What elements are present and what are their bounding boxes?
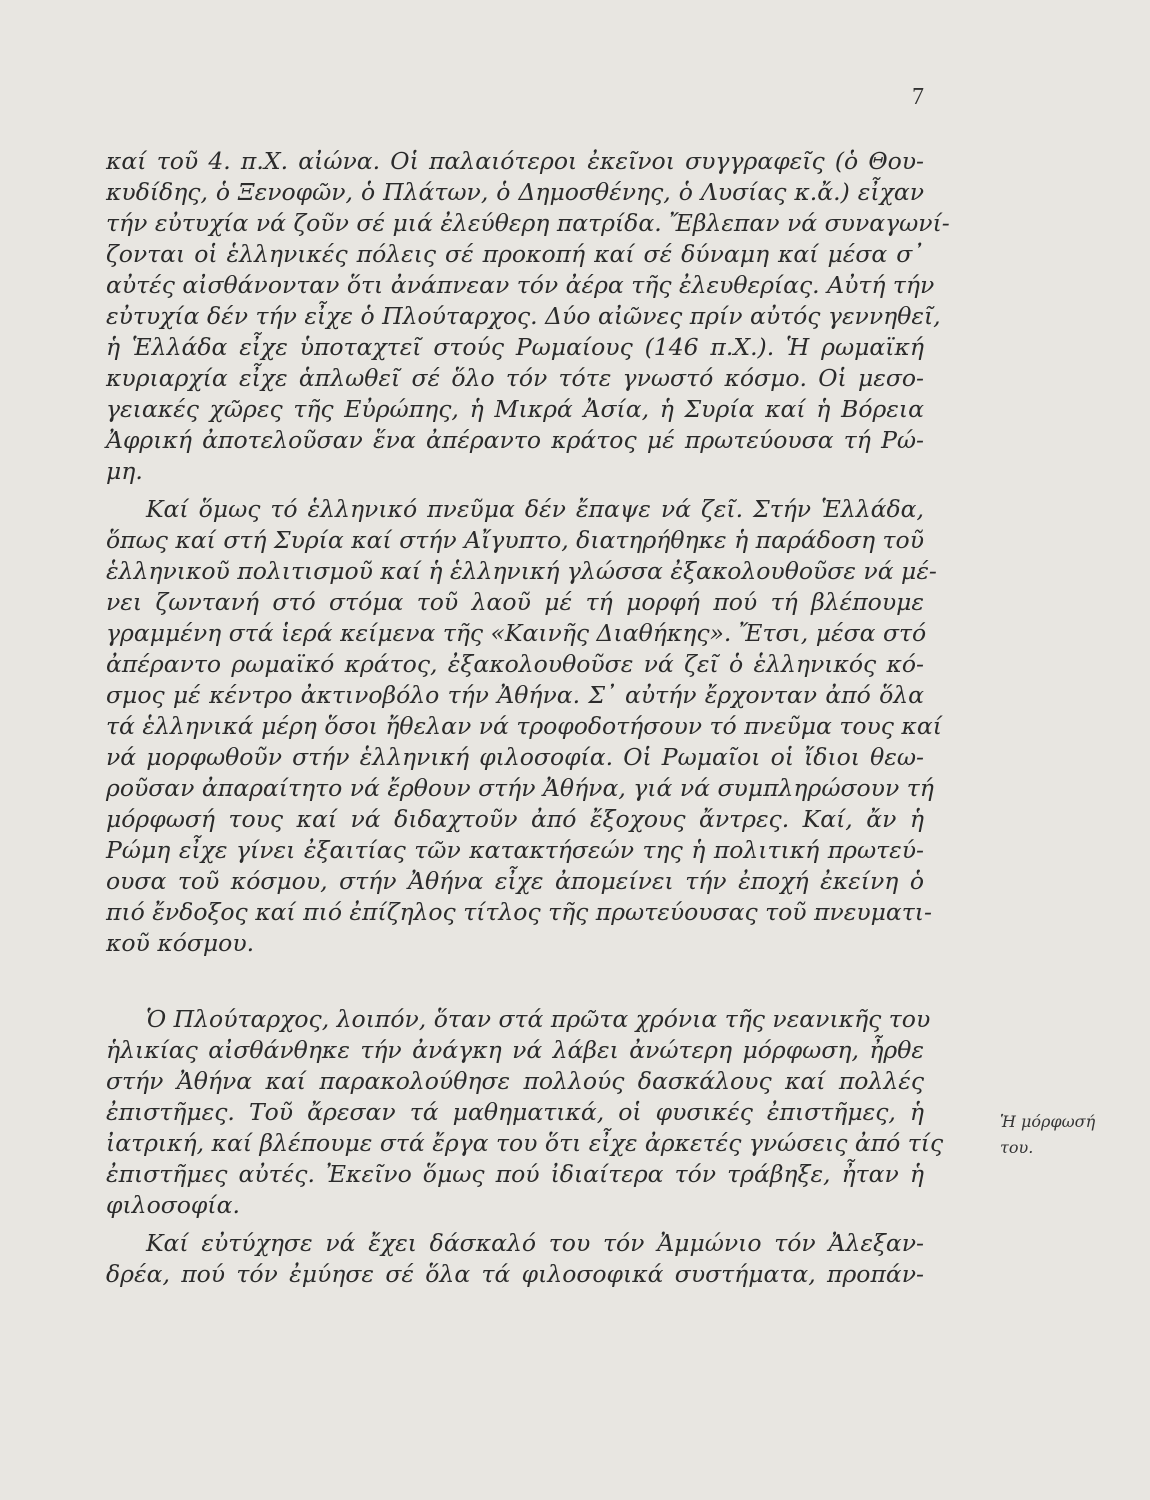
text-line: Καί εὐτύχησε νά ἔχει δάσκαλό του τόν Ἀμμώνιο τόν Ἀλεξαν- (146, 1229, 924, 1257)
text-line: νει ζωντανή στό στόμα τοῦ λαοῦ μέ τή μορφή πού τή βλέπουμε (106, 588, 924, 616)
text-line: Ρώμη εἶχε γίνει ἐξαιτίας τῶν κατακτήσεών της ἡ πολιτική πρωτεύ- (106, 836, 924, 864)
text-line: Καί ὅμως τό ἑλληνικό πνεῦμα δέν ἔπαψε νά ζεῖ. Στήν Ἑλλάδα, (146, 495, 924, 523)
text-line: κοῦ κόσμου. (106, 929, 255, 957)
text-line: στήν Ἀθήνα καί παρακολούθησε πολλούς δασκάλους καί πολλές (106, 1067, 924, 1095)
text-line: ἀπέραντο ρωμαϊκό κράτος, ἐξακολουθοῦσε νά ζεῖ ὁ ἑλληνικός κό- (106, 650, 924, 678)
paragraph-4 (106, 1228, 924, 1290)
paragraph-2 (106, 494, 942, 959)
text-line: ἑλληνικοῦ πολιτισμοῦ καί ἡ ἑλληνική γλώσσα ἐξακολουθοῦσε νά μέ- (106, 557, 937, 585)
text-line: φιλοσοφία. (106, 1191, 240, 1219)
text-line: κυδίδης, ὁ Ξενοφῶν, ὁ Πλάτων, ὁ Δημοσθένης, ὁ Λυσίας κ.ἄ.) εἶχαν (106, 178, 924, 206)
text-line: ροῦσαν ἀπαραίτητο νά ἔρθουν στήν Ἀθήνα, γιά νά συμπληρώσουν τή (106, 774, 934, 802)
main-text (106, 146, 950, 1290)
text-line: εὐτυχία δέν τήν εἶχε ὁ Πλούταρχος. Δύο αἰῶνες πρίν αὐτός γεννηθεῖ, (106, 302, 941, 330)
text-line: κυριαρχία εἶχε ἁπλωθεῖ σέ ὅλο τόν τότε γνωστό κόσμο. Οἱ μεσο- (106, 364, 924, 392)
text-line: ἰατρική, καί βλέπουμε στά ἔργα του ὅτι εἶχε ἀρκετές γνώσεις ἀπό τίς (106, 1129, 944, 1157)
text-line: ζονται οἱ ἑλληνικές πόλεις σέ προκοπή καί σέ δύναμη καί μέσα σ᾽ (106, 240, 924, 268)
text-line: μόρφωσή τους καί νά διδαχτοῦν ἀπό ἔξοχους ἄντρες. Καί, ἄν ἡ (106, 805, 924, 833)
text-line: γειακές χῶρες τῆς Εὐρώπης, ἡ Μικρά Ἀσία, ἡ Συρία καί ἡ Βόρεια (106, 395, 924, 423)
text-line: Ὁ Πλούταρχος, λοιπόν, ὅταν στά πρῶτα χρόνια τῆς νεανικῆς του (146, 1005, 931, 1033)
text-line: ὅπως καί στή Συρία καί στήν Αἴγυπτο, διατηρήθηκε ἡ παράδοση τοῦ (106, 526, 924, 554)
paragraph-1 (106, 146, 950, 487)
text-line: ἡλικίας αἰσθάνθηκε τήν ἀνάγκη νά λάβει ἀνώτερη μόρφωση, ἦρθε (106, 1036, 924, 1064)
text-line: Ἀφρική ἀποτελοῦσαν ἕνα ἀπέραντο κράτος μέ πρωτεύουσα τή Ρώ- (106, 426, 924, 454)
text-line: νά μορφωθοῦν στήν ἑλληνική φιλοσοφία. Οἱ Ρωμαῖοι οἱ ἴδιοι θεω- (106, 743, 924, 771)
text-line: ουσα τοῦ κόσμου, στήν Ἀθήνα εἶχε ἀπομείνει τήν ἐποχή ἐκείνη ὁ (106, 867, 924, 895)
margin-note-line: Ἡ μόρφωσή (1000, 1112, 1096, 1131)
text-line: αὐτές αἰσθάνονταν ὅτι ἀνάπνεαν τόν ἀέρα τῆς ἐλευθερίας. Αὐτή τήν (106, 271, 935, 299)
text-line: μη. (106, 457, 143, 485)
paragraph-3 (106, 1004, 944, 1221)
text-line: καί τοῦ 4. π.Χ. αἰώνα. Οἱ παλαιότεροι ἐκεῖνοι συγγραφεῖς (ὁ Θου- (106, 147, 924, 175)
text-line: δρέα, πού τόν ἐμύησε σέ ὅλα τά φιλοσοφικά συστήματα, προπάν- (106, 1260, 924, 1288)
text-line: ἡ Ἑλλάδα εἶχε ὑποταχτεῖ στούς Ρωμαίους (146 π.Χ.). Ἡ ρωμαϊκή (106, 333, 924, 361)
text-line: ἐπιστῆμες αὐτές. Ἐκεῖνο ὅμως πού ἰδιαίτερα τόν τράβηξε, ἦταν ἡ (106, 1160, 924, 1188)
margin-note-line: του. (1000, 1138, 1034, 1157)
text-line: πιό ἔνδοξος καί πιό ἐπίζηλος τίτλος τῆς πρωτεύουσας τοῦ πνευματι- (106, 898, 932, 926)
text-line: σμος μέ κέντρο ἀκτινοβόλο τήν Ἀθήνα. Σ᾽ αὐτήν ἔρχονταν ἀπό ὅλα (106, 681, 924, 709)
text-line: τά ἑλληνικά μέρη ὅσοι ἤθελαν νά τροφοδοτήσουν τό πνεῦμα τους καί (106, 712, 942, 740)
text-line: γραμμένη στά ἱερά κείμενα τῆς «Καινῆς Διαθήκης». Ἔτσι, μέσα στό (106, 619, 927, 647)
text-line: ἐπιστῆμες. Τοῦ ἄρεσαν τά μαθηματικά, οἱ φυσικές ἐπιστῆμες, ἡ (106, 1098, 924, 1126)
text-line: τήν εὐτυχία νά ζοῦν σέ μιά ἐλεύθερη πατρίδα. Ἔβλεπαν νά συναγωνί- (106, 209, 950, 237)
page-number: 7 (912, 84, 924, 110)
margin-note (1000, 1109, 1130, 1161)
